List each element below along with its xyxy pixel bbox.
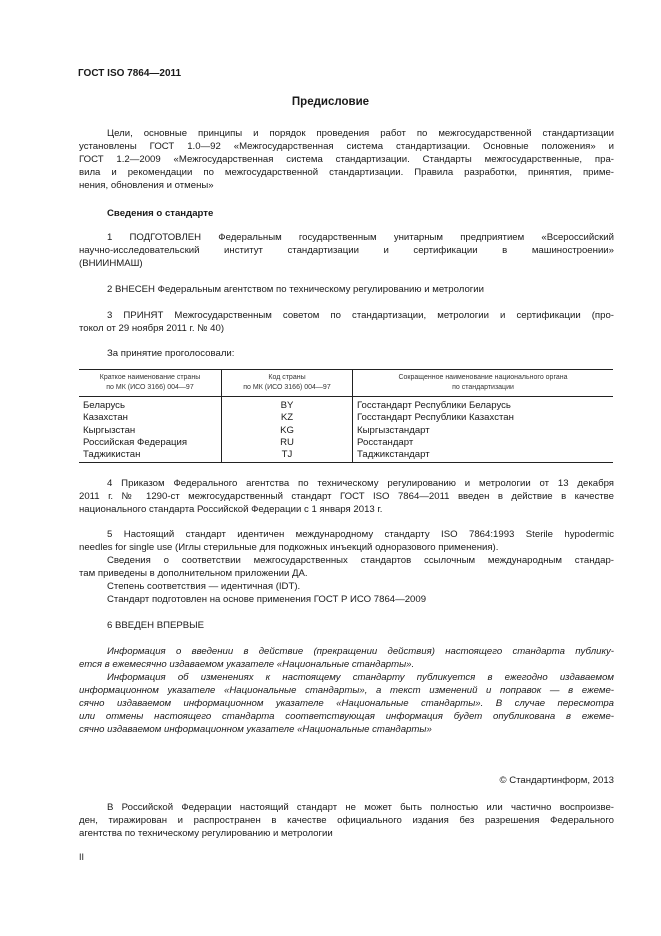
item3-line: 3 ПРИНЯТ Межгосударственным советом по стандартизации, метрологии и сертификации (про- xyxy=(107,310,614,321)
item5-line: 5 Настоящий стандарт идентичен международному стандарту ISO 7864:1993 Sterile hypodermic xyxy=(107,529,614,540)
item3-line: токол от 29 ноября 2011 г. № 40) xyxy=(79,323,225,334)
national-body-cell: Таджикстандарт xyxy=(353,449,614,463)
national-body-cell: Госстандарт Республики Беларусь xyxy=(353,397,614,413)
notice-line: информационном указателе «Национальные стандарты», а текст изменений и поправок — в ежеме- xyxy=(79,685,614,696)
intro-line: нения, обновления и отмены» xyxy=(79,180,214,191)
item1-line: 1 ПОДГОТОВЛЕН Федеральным государственным унитарным предприятием «Всероссийский xyxy=(107,232,614,243)
country-code-cell: RU xyxy=(222,437,353,449)
page-number: II xyxy=(79,852,85,862)
info-heading: Сведения о стандарте xyxy=(107,208,214,219)
item1-line: научно-исследовательский институт стандартизации и сертификации в машиностроении» xyxy=(79,245,614,256)
item6-line: 6 ВВЕДЕН ВПЕРВЫЕ xyxy=(107,620,205,631)
notice-line: сячно издаваемом информационном указателе «Национальные стандарты» xyxy=(79,724,432,735)
table-row xyxy=(79,412,613,424)
copyright: © Стандартинформ, 2013 xyxy=(499,775,614,786)
notice-line: сячно издаваемом информационном указателе «Национальные стандарты». В случае пересмотра xyxy=(79,698,614,709)
item5-line: needles for single use (Иглы стерильные для подкожных инъекций одноразового применения). xyxy=(79,542,499,553)
item2-line: 2 ВНЕСЕН Федеральным агентством по техническому регулированию и метрологии xyxy=(107,284,485,295)
document-header: ГОСТ ISO 7864—2011 xyxy=(78,68,182,79)
table-header-cell: Код страны по МК (ИСО 3166) 004—97 xyxy=(222,370,353,397)
intro-line: вила и рекомендации по межгосударственной стандартизации. Правила разработки, принятия, приме- xyxy=(79,167,614,178)
intro-line: установлены ГОСТ 1.0—92 «Межгосударственная система стандартизации. Основные положения» и xyxy=(79,141,614,152)
rights-line: ден, тиражирован и распространен в качестве официального издания без разрешения Федерального xyxy=(79,815,614,826)
country-name-cell: Российская Федерация xyxy=(83,436,188,448)
country-code-cell: KG xyxy=(222,425,353,437)
table-header-row xyxy=(79,370,613,397)
table-header-cell: Сокращенное наименование национального органа по стандартизации xyxy=(353,370,614,397)
notice-line: или отмены настоящего стандарта соответствующая информация будет опубликована в ежеме- xyxy=(79,711,614,722)
table-row xyxy=(79,449,613,463)
national-body-cell: Кыргызстандарт xyxy=(353,425,614,437)
country-name-cell: Кыргызстан xyxy=(83,424,136,436)
rights-line: В Российской Федерации настоящий стандарт не может быть полностью или частично воспроизве- xyxy=(107,802,614,813)
item4-line: 2011 г. № 1290-ст межгосударственный стандарт ГОСТ ISO 7864—2011 введен в действие в качестве xyxy=(79,491,614,502)
item1-line: (ВНИИНМАШ) xyxy=(79,258,143,269)
table-row xyxy=(79,397,613,413)
country-code-cell: BY xyxy=(222,397,353,413)
intro-line: ГОСТ 1.2—2009 «Межгосударственная система стандартизации. Стандарты межгосударственные, пра- xyxy=(79,154,614,165)
item5-line: Сведения о соответствии межгосударственных стандартов ссылочным международным стандар- xyxy=(107,555,614,566)
notice-line: ется в ежемесячно издаваемом указателе «Национальные стандарты». xyxy=(79,659,415,670)
item5-line: Стандарт подготовлен на основе применения ГОСТ Р ИСО 7864—2009 xyxy=(107,594,427,605)
intro-line: Цели, основные принципы и порядок проведения работ по межгосударственной стандартизации xyxy=(107,128,614,139)
table-row xyxy=(79,437,613,449)
notice-line: Информация о введении в действие (прекращении действия) настоящего стандарта публику- xyxy=(107,646,614,657)
countries-table xyxy=(79,369,613,463)
table-row xyxy=(79,425,613,437)
table-header-cell: Краткое наименование страны по МК (ИСО 3166) 004—97 xyxy=(79,370,222,397)
country-name-cell: Беларусь xyxy=(83,400,125,411)
item5-line: там приведены в дополнительном приложении ДА. xyxy=(79,568,308,579)
country-code-cell: TJ xyxy=(222,449,353,463)
item4-line: национального стандарта Российской Федерации с 1 января 2013 г. xyxy=(79,504,383,515)
notice-line: Информация об изменениях к настоящему стандарту публикуется в ежегодно издаваемом xyxy=(107,672,614,683)
voted-label: За принятие проголосовали: xyxy=(107,348,235,359)
national-body-cell: Госстандарт Республики Казахстан xyxy=(353,412,614,424)
country-name-cell: Таджикистан xyxy=(79,449,222,463)
national-body-cell: Росстандарт xyxy=(353,437,614,449)
country-name-cell: Казахстан xyxy=(83,412,128,424)
rights-line: агентства по техническому регулированию и метрологии xyxy=(79,828,333,839)
item5-line: Степень соответствия — идентичная (IDT). xyxy=(107,581,301,592)
page-title: Предисловие xyxy=(291,96,370,108)
item4-line: 4 Приказом Федерального агентства по техническому регулированию и метрологии от 13 декабря xyxy=(107,478,614,489)
country-code-cell: KZ xyxy=(222,412,353,424)
